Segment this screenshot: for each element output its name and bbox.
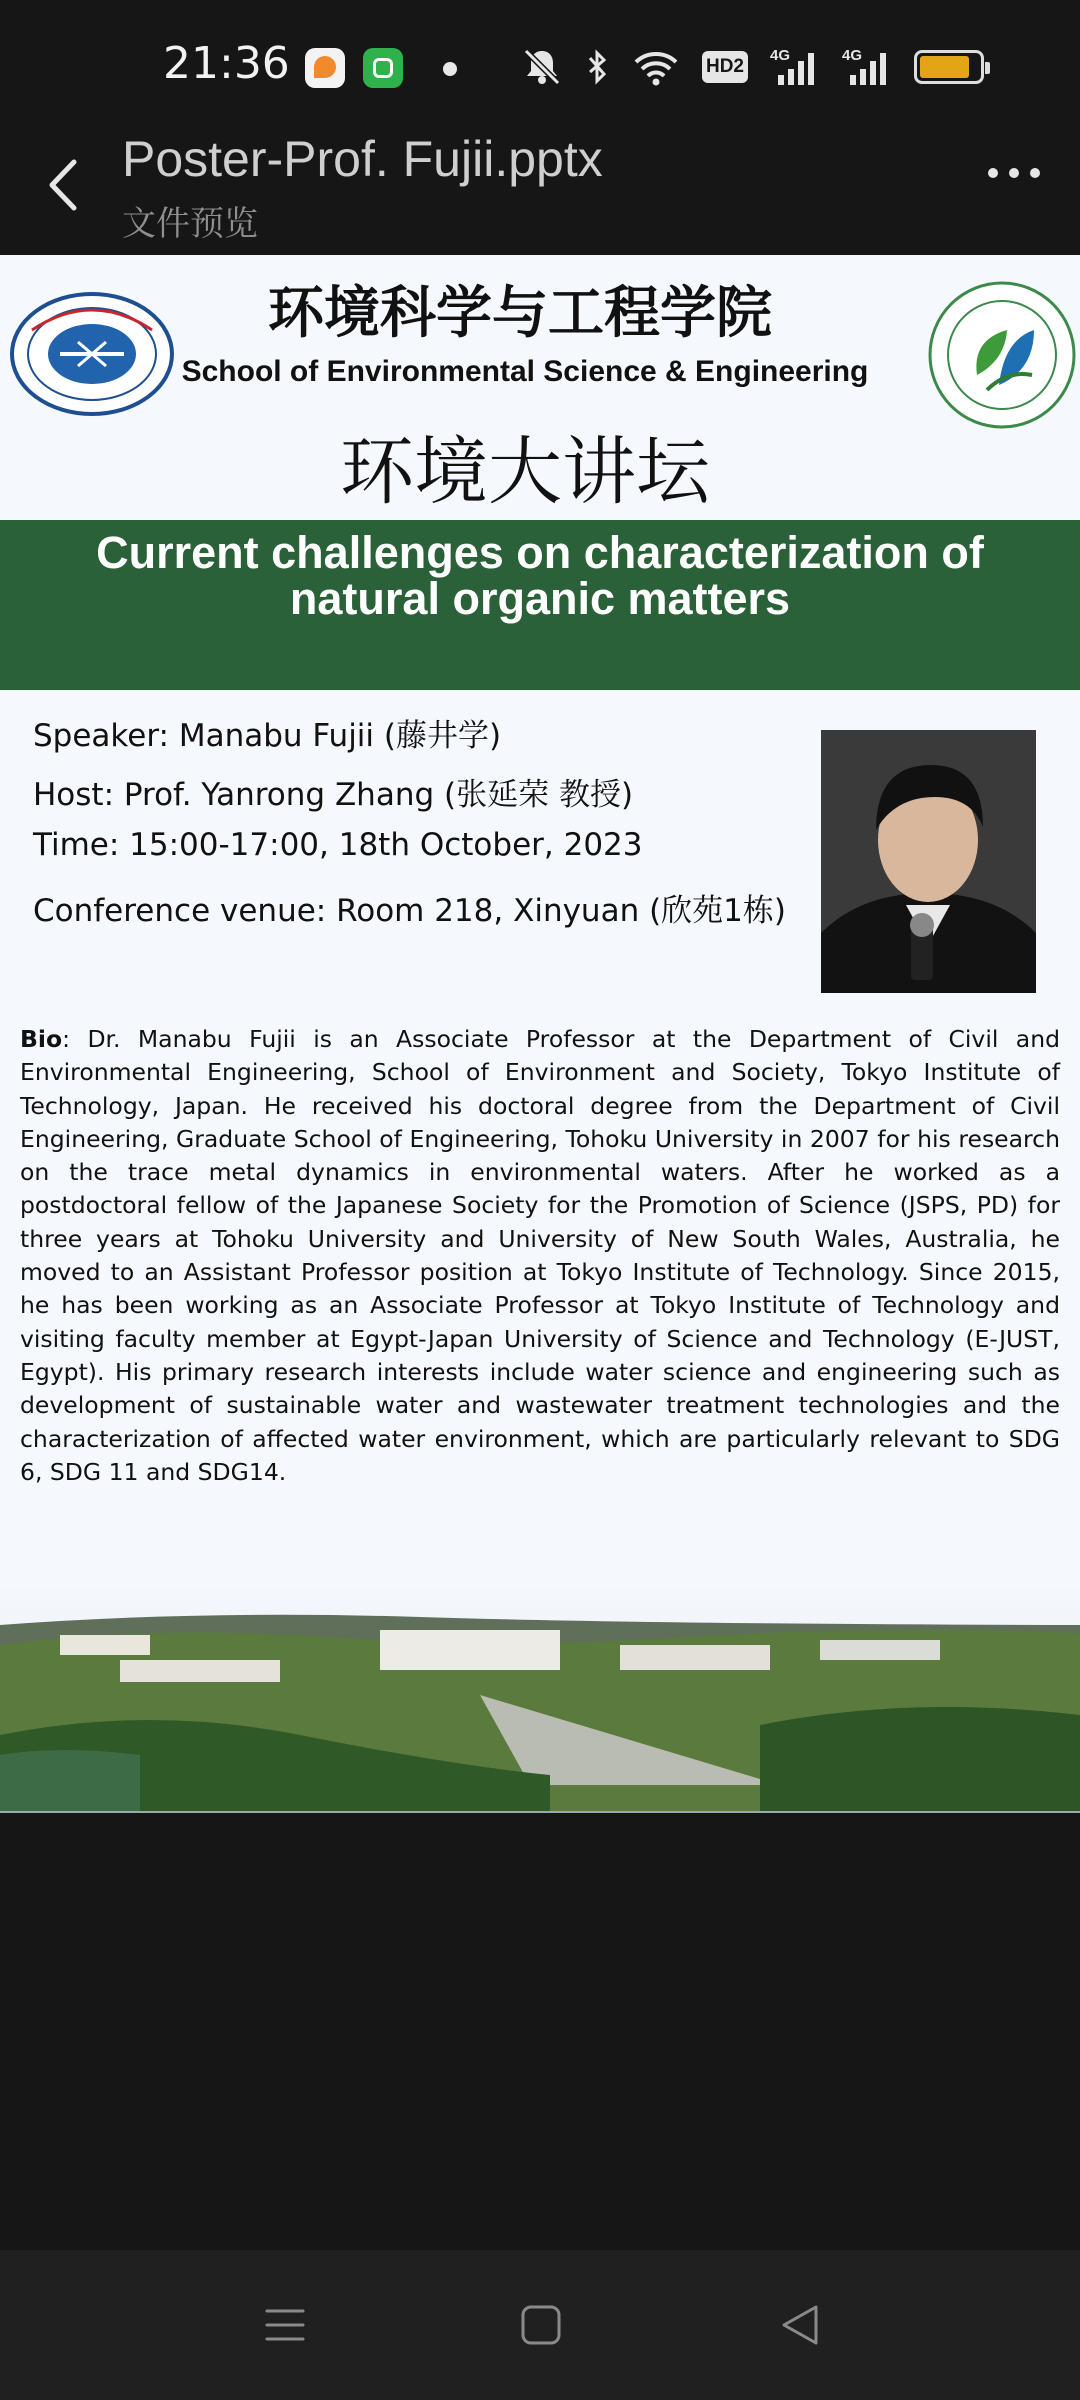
- signal-4g-icon: [770, 47, 820, 87]
- network-type-label: 4G: [770, 47, 791, 64]
- network-type-label: 4G: [842, 47, 863, 64]
- venue-info: Conference venue: Room 218, Xinyuan (欣苑1栋): [33, 893, 786, 929]
- file-preview-header: [0, 130, 1080, 255]
- battery-level: [920, 56, 969, 78]
- hd-icon: HD2: [702, 51, 748, 83]
- speaker-photo: [821, 730, 1036, 993]
- file-subtitle: 文件预览: [122, 204, 258, 244]
- more-dot: [1030, 168, 1040, 178]
- bio-text: : Dr. Manabu Fujii is an Associate Professor at the Department of Civil and Environmental Engineering, School of Environment and Society, Tokyo Institute of Technology, Japan. He received his doctoral degree from the Department of Civil Engineering, Graduate School of Engineering, Tohoku University in 2007 for his research on the trace metal dynamics in environmental waters. After he worked as a postdoctoral fellow of the Japanese Society for the Promotion of Science (JSPS, PD) for three years at Tohoku University and University of New South Wales, Australia, he moved to an Assistant Professor position at Tokyo Institute of Technology. Since 2015, he has been working as an Associate Professor at Tokyo Institute of Technology and visiting faculty member at Egypt-Japan University of Science and Technology (E-JUST, Egypt). His primary research interests include water science and engineering such as development of sustainable water and wastewater treatment technologies and the characterization of affected water environment, which are particularly relevant to SDG 6, SDG 11 and SDG14.: [20, 1025, 1060, 1486]
- wifi-icon: [632, 48, 680, 86]
- school-name-chinese: 环境科学与工程学院: [268, 281, 772, 346]
- notification-app-icon: [363, 48, 403, 88]
- more-options-icon[interactable]: [988, 168, 1040, 178]
- host-info: Host: Prof. Yanrong Zhang (张延荣 教授): [33, 777, 634, 813]
- poster-slide: [0, 255, 1080, 1813]
- time-info: Time: 15:00-17:00, 18th October, 2023: [33, 827, 643, 863]
- signal-4g-icon: [842, 47, 892, 87]
- battery-icon: [914, 50, 984, 84]
- home-icon[interactable]: [511, 2295, 571, 2355]
- bluetooth-icon: [586, 47, 610, 87]
- bio-label: Bio: [20, 1025, 63, 1053]
- status-bar: [0, 0, 1080, 130]
- speaker-bio: [20, 1023, 1060, 1489]
- status-time: 21:36: [163, 38, 290, 89]
- talk-title-line-1: Current challenges on characterization of: [96, 527, 984, 578]
- speaker-info: Speaker: Manabu Fujii (藤井学): [33, 718, 502, 754]
- back-triangle-icon[interactable]: [770, 2295, 830, 2355]
- campus-panorama-image: [0, 1585, 1080, 1813]
- lecture-series-title: 环境大讲坛: [340, 429, 710, 515]
- more-notifications-dot: [443, 62, 457, 76]
- mute-icon: [520, 47, 564, 87]
- system-navigation-bar: [0, 2250, 1080, 2400]
- back-arrow-icon[interactable]: [40, 150, 86, 220]
- more-dot: [1009, 168, 1019, 178]
- more-dot: [988, 168, 998, 178]
- talk-title-line-2: natural organic matters: [289, 573, 791, 624]
- school-name-english: School of Environmental Science & Engineering: [181, 355, 869, 388]
- school-logo-icon: [927, 280, 1077, 430]
- notification-app-icon: [305, 48, 345, 88]
- file-title: Poster-Prof. Fujii.pptx: [122, 131, 603, 187]
- menu-icon[interactable]: [255, 2295, 315, 2355]
- system-icons: [520, 44, 984, 90]
- talk-title-banner: [0, 520, 1080, 690]
